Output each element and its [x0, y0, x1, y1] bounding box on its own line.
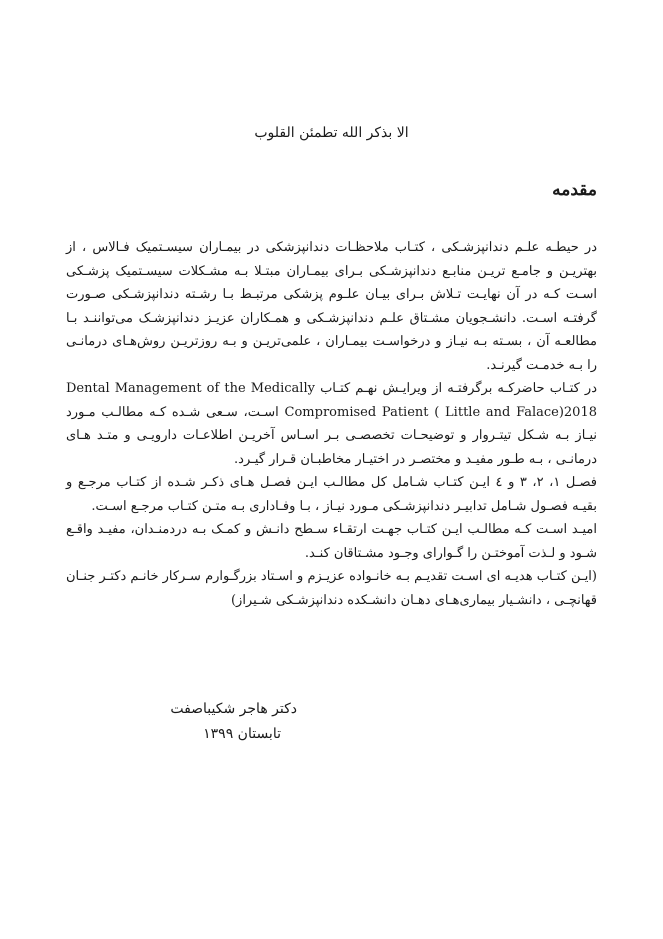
author-name: دکتر هاجر شکیباصفت	[170, 701, 297, 717]
preface-body	[66, 236, 597, 612]
epigraph: الا بذکر الله تطمئن القلوب	[254, 125, 409, 141]
signature-date: تابستان ۱۳۹۹	[203, 726, 281, 742]
paragraph-chapters: فصـل ۱، ۲، ۳ و ٤ ایـن کتـاب شـامل کل مطالـب ایـن فصـل هـای ذکـر شـده از کتـاب مرجـع و بقیـه فصـول شـامل تدابیـر دندانپزشـکی مـورد نیـاز ، بـا وفـاداری بـه متـن کتـاب مرجـع اسـت.	[66, 475, 597, 514]
paragraph-dedication: (ایـن کتـاب هدیـه ای اسـت تقدیـم بـه خانـواده عزیـزم و اسـتاد بزرگـوارم سـرکار خانـم دکتـر جنـان قهانچـی ، دانشـیار بیماری‌هـای دهـان دانشـکده دندانپزشـکی شـیراز)	[66, 569, 597, 608]
paragraph-hope: امیـد اسـت کـه مطالـب ایـن کتـاب جهـت ارتقـاء سـطح دانـش و کمـک بـه دردمنـدان، مفیـد واقـع شـود و لـذت آموختـن را گـوارای وجـود مشـتاقان کنـد.	[66, 522, 597, 561]
paragraph-intro: در حیطـه علـم دندانپزشـکی ، کتـاب ملاحظـات دندانپزشکی در بیمـاران سیسـتمیک فـالاس ، از بهتریـن و جامـع تریـن منابـع دندانپزشـکی بـرای بیمـاران مبتـلا بـه مشـکلات سیسـتمیک پزشـکی اسـت کـه در آن نهایـت تـلاش بـرای بیـان علـوم پزشکی مرتبـط بـا رشـته دندانپزشـکی صـورت گرفتـه اسـت. دانشـجویان مشـتاق علـم دندانپزشـکی و همـکاران عزیـز دندانپزشـک می‌تواننـد بـا مطالعـه آن ، بسـته بـه نیـاز و درخواسـت بیمـاران ، علمی‌تریـن و بـه روزتریـن روش‌هـای درمانـی را بـه خدمـت گیرنـد.	[66, 240, 597, 373]
signature-block	[170, 697, 297, 747]
page-title: مقدمه	[552, 180, 597, 200]
paragraph-source: در کتـاب حاضرکـه برگرفتـه از ویرایـش نهـم کتـاب Dental Management of the Medically Compromised Patient ( Little and Falace)2018 اسـت، سـعی شـده کـه مطالـب مـورد نیـاز بـه شـکل تیتـروار و توضیحـات تخصصـی بـر اسـاس آخریـن اطلاعـات دارویـی و متـد هـای درمانـی ، بـه طـور مفیـد و مختصـر در اختیـار مخاطبـان قـرار گیـرد.	[66, 381, 597, 467]
